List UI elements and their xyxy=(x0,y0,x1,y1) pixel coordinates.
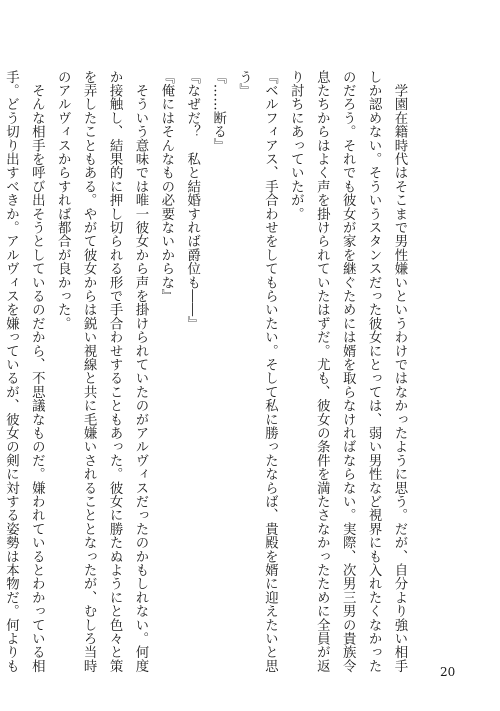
text-line: を弄したこともある。やがて彼女からは鋭い視線と共に毛嫌いされることとなったが、むしろ当時 xyxy=(81,70,97,673)
text-line: しか認めない。そういうスタンスだった彼女にとっては、弱い男性など視界にも入れたくなかった xyxy=(366,70,382,673)
text-line: 『俺にはそんなもの必要ないからな』 xyxy=(158,70,174,303)
text-line: 息たちからはよく声を掛けられていたはずだ。尤も、彼女の条件を満たさなかったために全員が返 xyxy=(314,70,330,673)
text-line: のだろう。それでも彼女が家を継ぐためには婿を取らなければならない。実際、次男三男の貴族令 xyxy=(340,70,356,673)
text-line: そんな相手を呼び出そうとしているのだから、不思議なものだ。嫌われているとわかっている相 xyxy=(29,70,45,673)
text-line: か接触し、結果的に押し切られる形で手合わせすることもあった。彼女に勝たぬようにと色々と策 xyxy=(107,70,123,673)
text-line: 手。どう切り出すべきか。アルヴィスを嫌っているが、彼女の剣に対する姿勢は本物だ。何よりも xyxy=(3,70,19,673)
text-line: のアルヴィスからすれば都合が良かった。 xyxy=(55,70,71,331)
text-line: り討ちにあっていたが。 xyxy=(288,70,304,221)
text-line: う』 xyxy=(236,70,252,98)
text-line: 『……断る』 xyxy=(210,70,226,153)
text-line: 『ベルフィアス、手合わせをしてもらいたい。そして私に勝ったならば、貴殿を婿に迎えたいと思 xyxy=(262,70,278,673)
vertical-text-block xyxy=(0,70,412,673)
page-number: 20 xyxy=(440,665,456,679)
text-line: 学園在籍時代はそこまで男性嫌いというわけではなかったように思う。だが、自分より強い相手 xyxy=(392,70,407,673)
text-line: 『なぜだ？ 私と結婚すれば爵位も――』 xyxy=(184,70,200,331)
text-line: そういう意味では唯一彼女から声を掛けられていたのがアルヴィスだったのかもしれない。何度 xyxy=(132,70,148,673)
